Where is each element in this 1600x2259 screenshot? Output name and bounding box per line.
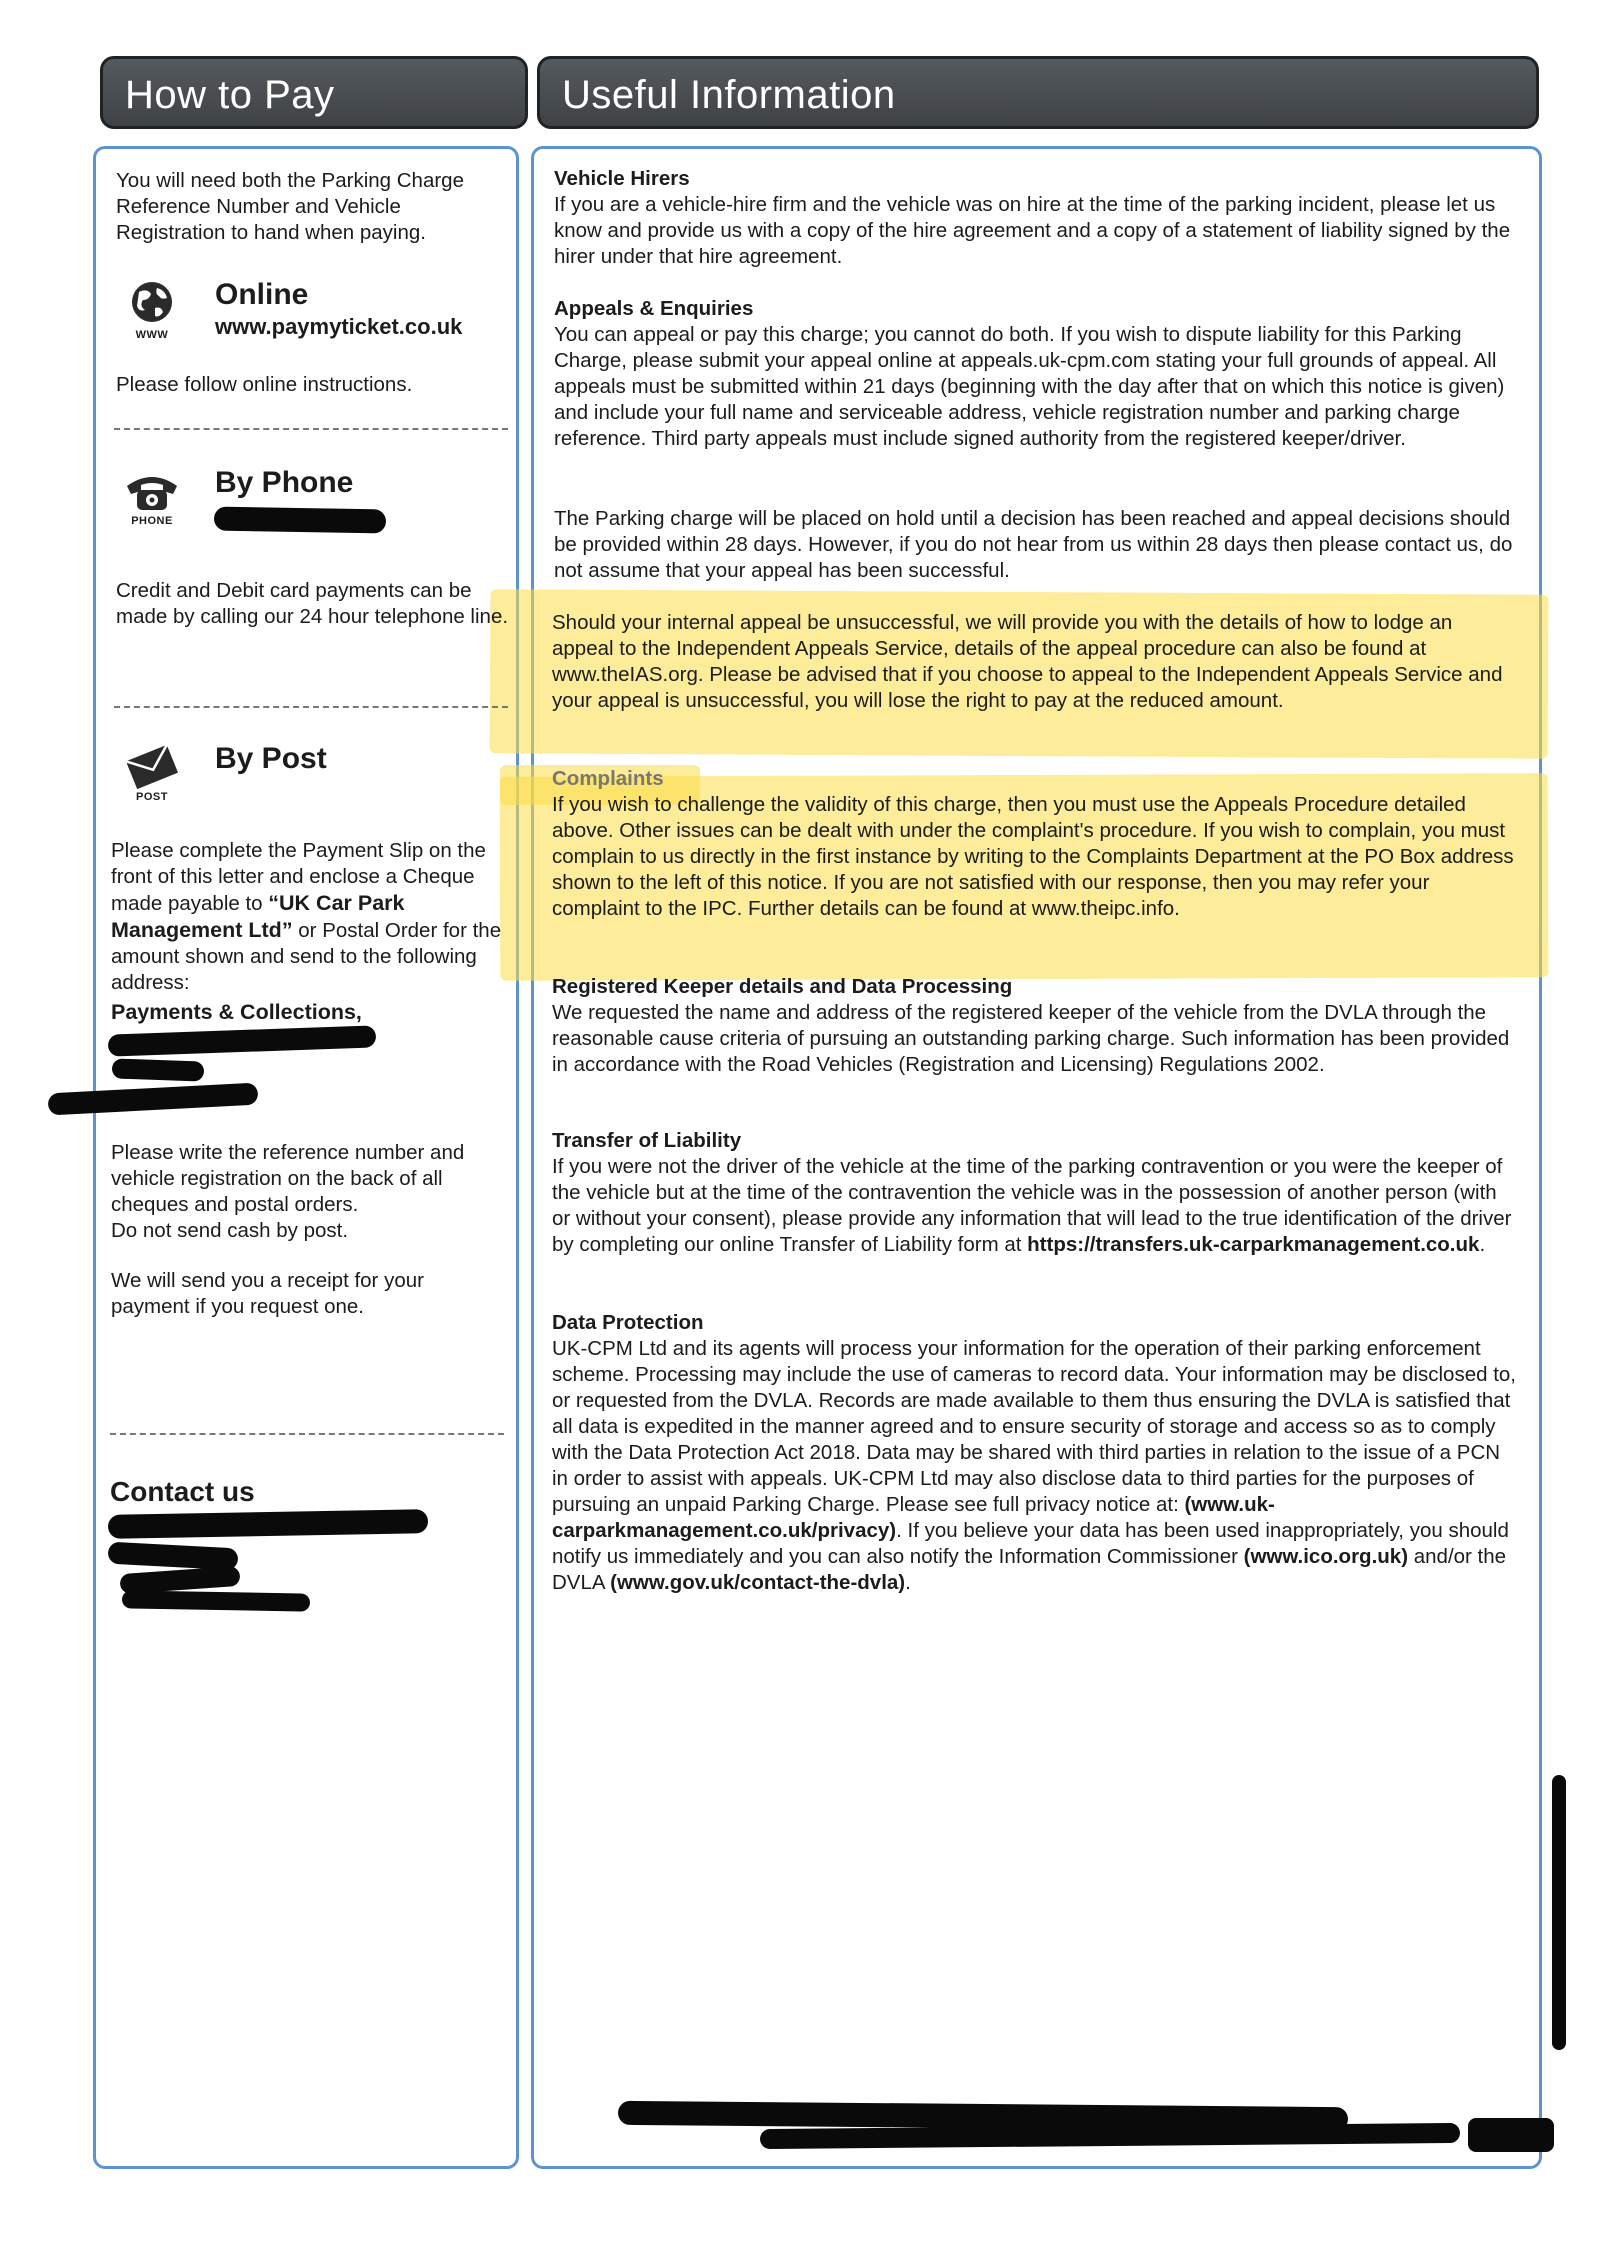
ico-link[interactable]: (www.ico.org.uk) bbox=[1243, 1545, 1409, 1568]
registered-keeper-heading: Registered Keeper details and Data Processing bbox=[552, 975, 1013, 998]
receipt-note: We will send you a receipt for your payment if you request one. bbox=[111, 1269, 424, 1318]
address-heading: Payments & Collections, bbox=[111, 1000, 362, 1024]
appeals-section bbox=[554, 296, 1514, 452]
reference-note: Please write the reference number and vehicle registration on the back of all cheques and postal orders. bbox=[111, 1141, 465, 1216]
complaints-section bbox=[552, 766, 1517, 922]
www-caption: WWW bbox=[135, 329, 169, 341]
divider bbox=[114, 706, 508, 708]
payee-name: “UK Car Park Management Ltd” bbox=[111, 891, 405, 942]
transfer-of-liability-heading: Transfer of Liability bbox=[552, 1129, 742, 1152]
redacted-phone-number bbox=[214, 507, 386, 534]
post-text-before: Please complete the Payment Slip on the front of this letter and enclose a Cheque made payable to bbox=[111, 839, 486, 915]
vehicle-hirers-heading: Vehicle Hirers bbox=[554, 167, 690, 190]
data-protection-text-2: . If you believe your data has been used inappropriately, you should notify us immediately and you can also notify the Information Commissioner bbox=[552, 1519, 1509, 1568]
redacted-address-line-2 bbox=[112, 1058, 205, 1081]
contact-us-title: Contact us bbox=[110, 1476, 255, 1507]
data-protection-end: . bbox=[905, 1571, 911, 1594]
cash-note: Do not send cash by post. bbox=[111, 1219, 349, 1242]
divider bbox=[110, 1433, 504, 1435]
post-caption: POST bbox=[136, 791, 168, 803]
data-protection-heading: Data Protection bbox=[552, 1311, 704, 1334]
data-protection-section bbox=[552, 1310, 1517, 1596]
globe-icon bbox=[122, 280, 182, 341]
payment-intro: You will need both the Parking Charge Reference Number and Vehicle Registration to hand when paying. bbox=[116, 169, 464, 244]
transfer-of-liability-section bbox=[552, 1128, 1517, 1258]
data-protection-text: UK-CPM Ltd and its agents will process your information for the operation of their parking enforcement scheme. Processing may include the use of cameras to record data. Your information may be disclosed to, or requested from the DVLA. Records are made available to them thus ensuring the DVLA is satisfied that all data is expedited in the manner agreed and to ensure security of storage and access so as to comply with the Data Protection Act 2018. Data may be shared with third parties in relation to the issue of a PCN in order to assist with appeals. UK-CPM Ltd may also disclose data to third parties for the purposes of pursuing an unpaid Parking Charge. Please see full privacy notice at: bbox=[552, 1337, 1517, 1516]
how-to-pay-header: How to Pay bbox=[100, 56, 528, 129]
appeals-text: You can appeal or pay this charge; you cannot do both. If you wish to dispute liability for this Parking Charge, please submit your appeal online at appeals.uk-cpm.com stating your full grounds of appeal. All appeals must be submitted within 21 days (beginning with the day after that on which this notice is given) and include your full name and serviceable address, vehicle registration number and parking charge reference. Third party appeals must include signed authority from the registered keeper/driver. bbox=[554, 323, 1505, 450]
pay-online-link[interactable]: www.paymyticket.co.uk bbox=[215, 314, 463, 339]
divider bbox=[114, 428, 508, 430]
dvla-contact-link[interactable]: (www.gov.uk/contact-the-dvla) bbox=[610, 1571, 906, 1594]
redacted-barcode bbox=[1468, 2118, 1554, 2152]
online-title: Online bbox=[215, 278, 309, 311]
appeal-hold-paragraph: The Parking charge will be placed on hold until a decision has been reached and appeal decisions should be provided within 28 days. However, if you do not hear from us within 28 days then please contact us, do not assume that your appeal has been successful. bbox=[554, 507, 1513, 582]
vehicle-hirers-section bbox=[554, 166, 1514, 270]
post-instructions bbox=[111, 838, 514, 996]
phone-caption: PHONE bbox=[131, 515, 173, 527]
registered-keeper-section bbox=[552, 974, 1517, 1078]
by-phone-title: By Phone bbox=[215, 466, 354, 499]
registered-keeper-text: We requested the name and address of the registered keeper of the vehicle from the DVLA through the reasonable cause criteria of pursuing an outstanding parking charge. Such information has been provided in accordance with the Road Vehicles (Registration and Licensing) Regulations 2002. bbox=[552, 1001, 1510, 1076]
transfer-end: . bbox=[1479, 1233, 1486, 1256]
envelope-icon bbox=[122, 744, 182, 803]
useful-information-header: Useful Information bbox=[537, 56, 1539, 129]
transfer-of-liability-text: If you were not the driver of the vehicle at the time of the parking contravention or you were the keeper of the vehicle but at the time of the contravention the vehicle was in the possession of another person (with or without your consent), please provide any information that will lead to the true identification of the driver by completing our online Transfer of Liability form at bbox=[552, 1155, 1512, 1256]
complaints-heading: Complaints bbox=[552, 767, 664, 790]
post-text-after: or Postal Order for the amount shown and send to the following address: bbox=[111, 919, 502, 994]
complaints-text: If you wish to challenge the validity of this charge, then you must use the Appeals Procedure detailed above. Other issues can be dealt with under the complaint's procedure. If you wish to complain, you must complain to us directly in the first instance by writing to the Complaints Department at the PO Box address shown to the left of this notice. If you are not satisfied with our response, then you may refer your complaint to the IPC. Further details can be found at www.theipc.info. bbox=[552, 793, 1514, 920]
transfer-of-liability-link[interactable]: https://transfers.uk-carparkmanagement.co.uk bbox=[1027, 1233, 1480, 1256]
redacted-contact-line-4 bbox=[122, 1590, 310, 1611]
redacted-side-reference bbox=[1552, 1775, 1566, 2050]
and-or-dvla: and/or the DVLA bbox=[552, 1545, 1507, 1594]
by-post-title: By Post bbox=[215, 742, 327, 775]
telephone-icon bbox=[122, 470, 182, 527]
privacy-notice-link[interactable]: (www.uk-carparkmanagement.co.uk/privacy) bbox=[552, 1493, 1275, 1542]
ias-paragraph: Should your internal appeal be unsuccessful, we will provide you with the details of how to lodge an appeal to the Independent Appeals Service, details of the appeal procedure can also be found at www.theIAS.org. Please be advised that if you choose to appeal to the Independent Appeals Service and your appeal is unsuccessful, you will lose the right to pay at the reduced amount. bbox=[552, 611, 1503, 712]
vehicle-hirers-text: If you are a vehicle-hire firm and the vehicle was on hire at the time of the parking incident, please let us know and provide us with a copy of the hire agreement and a copy of a statement of liability signed by the hirer under that hire agreement. bbox=[554, 193, 1511, 268]
online-instructions: Please follow online instructions. bbox=[116, 373, 413, 396]
phone-payment-text: Credit and Debit card payments can be made by calling our 24 hour telephone line. bbox=[116, 579, 509, 628]
appeals-heading: Appeals & Enquiries bbox=[554, 297, 754, 320]
